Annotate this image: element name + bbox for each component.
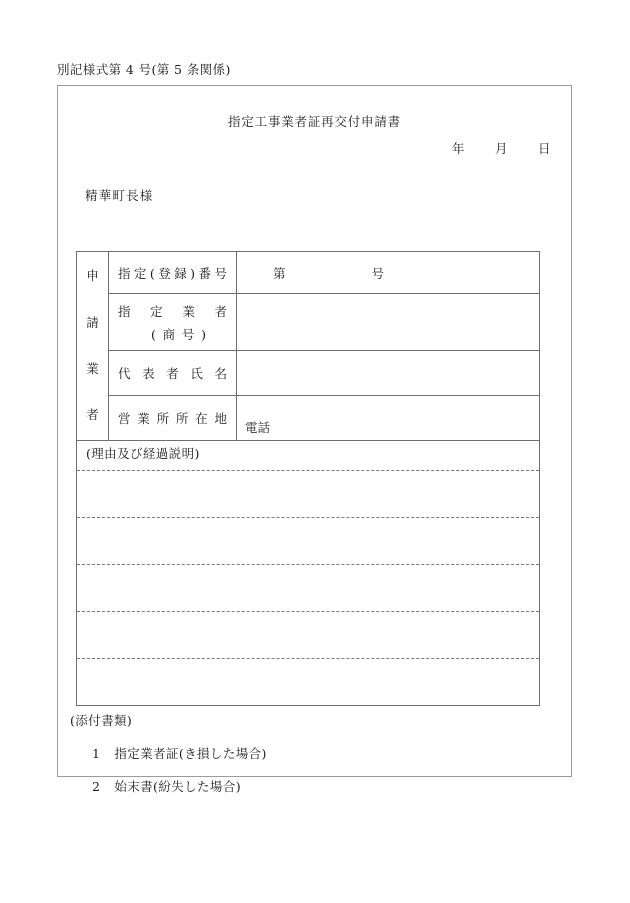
attachments-heading: (添付書類) bbox=[70, 713, 133, 728]
label-representative-name: 代表者氏名 bbox=[109, 351, 237, 396]
value-registration-number[interactable] bbox=[237, 252, 540, 294]
attachment-text: 始末書(紛失した場合) bbox=[114, 779, 242, 794]
value-office-address[interactable] bbox=[237, 396, 540, 441]
document-frame bbox=[57, 85, 572, 794]
applicant-vertical-label bbox=[77, 252, 109, 441]
date-year-label: 年 bbox=[451, 141, 465, 156]
telephone-label: 電話 bbox=[245, 420, 271, 435]
attachment-index: 1 bbox=[92, 746, 101, 761]
reason-write-line[interactable] bbox=[77, 611, 539, 658]
attachment-text: 指定業者証(き損した場合) bbox=[114, 746, 267, 761]
value-representative-name[interactable] bbox=[237, 351, 540, 396]
table-row bbox=[77, 396, 540, 441]
reason-write-line[interactable] bbox=[77, 470, 539, 517]
attachment-item bbox=[70, 744, 267, 762]
reason-write-line[interactable] bbox=[77, 517, 539, 564]
date-day-label: 日 bbox=[537, 141, 551, 156]
table-row bbox=[77, 252, 540, 294]
vertical-char-3: 業 bbox=[86, 360, 99, 376]
applicant-table bbox=[76, 251, 540, 441]
table-row bbox=[77, 294, 540, 351]
document-title: 指定工事業者証再交付申請書 bbox=[228, 114, 401, 129]
addressee: 精華町長様 bbox=[85, 188, 154, 203]
value-company-name[interactable] bbox=[237, 294, 540, 351]
attachment-item bbox=[70, 777, 267, 795]
reason-section bbox=[76, 437, 540, 706]
attachments-section bbox=[70, 711, 267, 795]
reason-write-line[interactable] bbox=[77, 658, 539, 705]
vertical-char-2: 請 bbox=[86, 314, 99, 330]
registration-number-suffix: 号 bbox=[371, 265, 385, 281]
registration-number-prefix: 第 bbox=[273, 265, 286, 281]
vertical-char-4: 者 bbox=[86, 407, 99, 423]
reason-write-line[interactable] bbox=[77, 564, 539, 611]
vertical-char-1: 申 bbox=[86, 268, 99, 284]
table-row bbox=[77, 351, 540, 396]
form-code: 別記様式第 4 号(第 5 条関係) bbox=[57, 62, 231, 77]
label-office-address: 営業所所在地 bbox=[109, 396, 237, 441]
reason-heading: (理由及び経過説明) bbox=[86, 446, 200, 461]
attachment-index: 2 bbox=[92, 779, 101, 794]
date-line bbox=[452, 139, 551, 157]
date-month-label: 月 bbox=[494, 141, 508, 156]
label-company-name: 指定業者 (商号) bbox=[109, 294, 237, 351]
label-registration-number: 指定(登録)番号 bbox=[109, 252, 237, 294]
